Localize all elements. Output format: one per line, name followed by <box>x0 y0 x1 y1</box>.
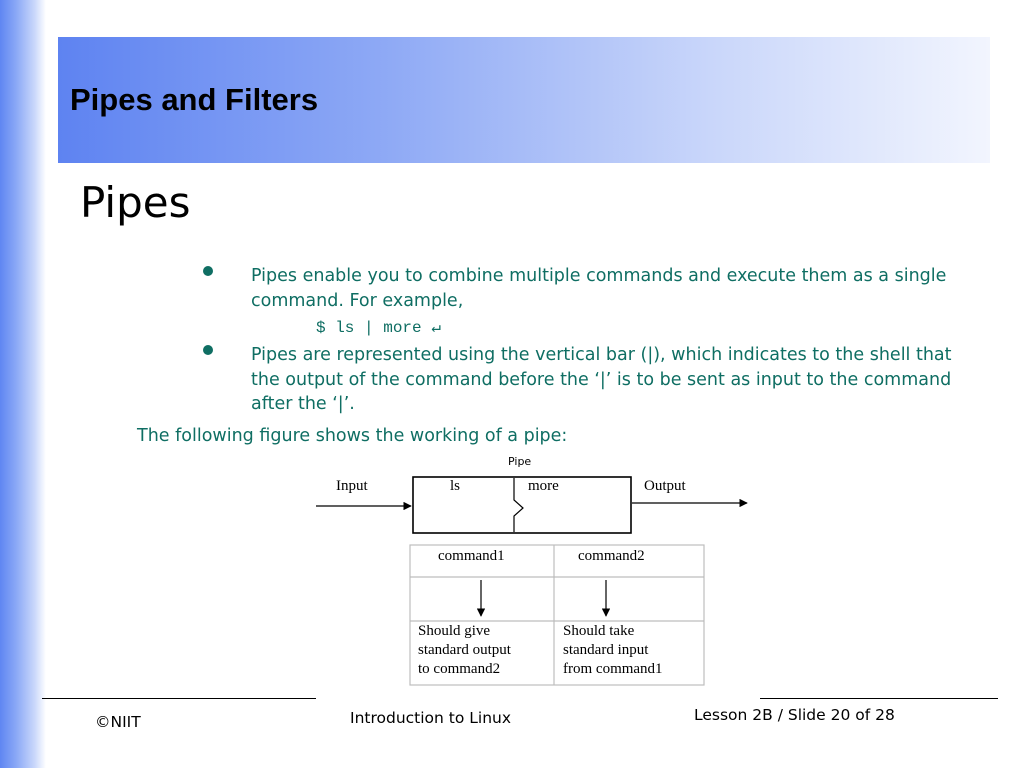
input-label: Input <box>336 478 368 494</box>
footer-divider <box>42 698 316 699</box>
left-decorative-bar <box>0 0 46 768</box>
footer-divider <box>760 698 998 699</box>
pipe-break-icon <box>514 478 523 532</box>
table-cell-line: from command1 <box>563 661 663 677</box>
table-cell-line: standard output <box>418 642 511 658</box>
section-title: Pipes <box>80 178 191 227</box>
pipe-box <box>413 477 631 533</box>
pipe-diagram <box>300 450 760 690</box>
bullet-list <box>200 264 980 417</box>
bullet-item <box>200 264 980 339</box>
bullet-item <box>200 343 980 417</box>
bullet-dot-icon <box>203 266 213 276</box>
bullet-text: Pipes are represented using the vertical bar (|), which indicates to the shell that the output of the command before the ‘|’ is to be sent as input to the command after the ‘|’. <box>251 345 952 414</box>
right-command-label: more <box>528 478 559 494</box>
table-header: command2 <box>578 548 645 564</box>
bullet-text: Pipes enable you to combine multiple commands and execute them as a single command. For example, <box>251 266 947 311</box>
footer-course-title: Introduction to Linux <box>350 709 512 727</box>
pipe-diagram-svg <box>300 450 760 690</box>
table-header: command1 <box>438 548 505 564</box>
output-label: Output <box>644 478 686 494</box>
footer-copyright: ©NIIT <box>95 713 141 731</box>
slide-header-title: Pipes and Filters <box>70 82 319 117</box>
bullet-dot-icon <box>203 345 213 355</box>
pipe-label: Pipe <box>508 455 532 468</box>
code-example: $ ls | more ↵ <box>316 319 441 337</box>
figure-intro-text: The following figure shows the working of a pipe: <box>137 426 568 446</box>
table-cell-line: Should take <box>563 623 635 639</box>
left-command-label: ls <box>450 478 461 494</box>
footer-slide-info: Lesson 2B / Slide 20 of 28 <box>694 706 895 724</box>
table-cell-line: Should give <box>418 623 491 639</box>
table-cell-line: standard input <box>563 642 649 658</box>
table-cell-line: to command2 <box>418 661 501 677</box>
